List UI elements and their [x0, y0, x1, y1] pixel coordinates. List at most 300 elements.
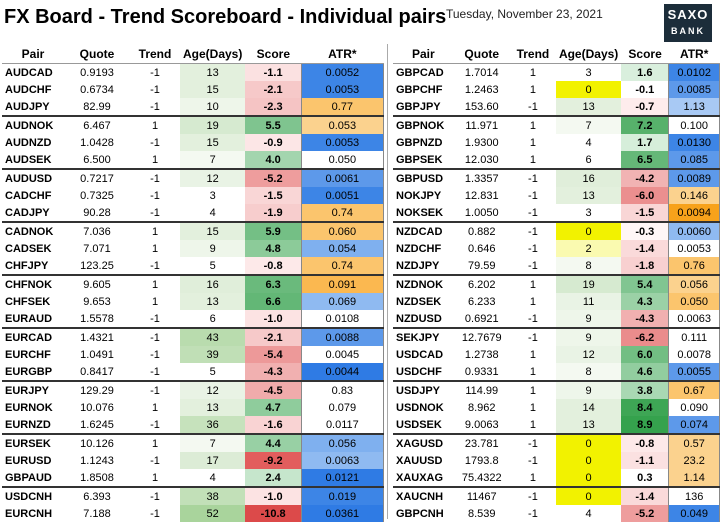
pair-cell: GBPJPY [393, 98, 454, 116]
score-cell: 4.8 [245, 240, 301, 257]
pair-cell: CADSEK [2, 240, 64, 257]
age-cell: 16 [180, 275, 245, 293]
score-cell: -1.4 [621, 240, 669, 257]
quote-cell: 23.781 [454, 434, 510, 452]
table-row [2, 187, 383, 204]
atr-cell: 0.0078 [669, 346, 720, 363]
table-row [2, 240, 383, 257]
left-scoreboard-table [2, 44, 384, 522]
pair-cell: EURUSD [2, 452, 64, 469]
score-cell: -0.8 [621, 434, 669, 452]
trend-cell: -1 [510, 204, 556, 222]
atr-cell: 0.0060 [669, 222, 720, 240]
col-header-quote: Quote [64, 44, 130, 64]
pair-cell: AUDNZD [2, 134, 64, 151]
quote-cell: 129.29 [64, 381, 130, 399]
age-cell: 3 [556, 204, 621, 222]
quote-cell: 1793.8 [454, 452, 510, 469]
pair-cell: GBPNZD [393, 134, 454, 151]
atr-cell: 0.76 [669, 257, 720, 275]
score-cell: -0.3 [621, 222, 669, 240]
pair-cell: USDJPY [393, 381, 454, 399]
pair-cell: AUDSEK [2, 151, 64, 169]
pair-cell: NOKSEK [393, 204, 454, 222]
trend-cell: 1 [130, 275, 180, 293]
pair-cell: USDCNH [2, 487, 64, 505]
atr-cell: 0.0121 [301, 469, 383, 487]
score-cell: 5.4 [621, 275, 669, 293]
pair-cell: CHFSEK [2, 293, 64, 310]
trend-cell: -1 [510, 222, 556, 240]
pair-cell: EURAUD [2, 310, 64, 328]
table-row [393, 469, 720, 487]
trend-cell: 1 [510, 346, 556, 363]
trend-cell: -1 [510, 169, 556, 187]
table-row [2, 328, 383, 346]
age-cell: 52 [180, 505, 245, 522]
trend-cell: -1 [130, 204, 180, 222]
age-cell: 9 [556, 310, 621, 328]
quote-cell: 1.9300 [454, 134, 510, 151]
table-row [393, 222, 720, 240]
age-cell: 7 [180, 151, 245, 169]
pair-cell: XAUXAG [393, 469, 454, 487]
quote-cell: 114.99 [454, 381, 510, 399]
trend-cell: 1 [130, 151, 180, 169]
table-row [393, 257, 720, 275]
trend-cell: -1 [130, 134, 180, 151]
atr-cell: 0.090 [669, 399, 720, 416]
table-row [393, 134, 720, 151]
score-cell: -1.4 [621, 487, 669, 505]
pair-cell: CADNOK [2, 222, 64, 240]
table-row [2, 98, 383, 116]
quote-cell: 6.233 [454, 293, 510, 310]
quote-cell: 7.036 [64, 222, 130, 240]
score-cell: -2.1 [245, 328, 301, 346]
quote-cell: 7.071 [64, 240, 130, 257]
table-row [2, 222, 383, 240]
header [0, 0, 720, 44]
atr-cell: 0.079 [301, 399, 383, 416]
quote-cell: 1.0050 [454, 204, 510, 222]
pair-cell: AUDJPY [2, 98, 64, 116]
atr-cell: 0.0051 [301, 187, 383, 204]
table-row [393, 151, 720, 169]
trend-cell: 1 [510, 469, 556, 487]
quote-cell: 0.7217 [64, 169, 130, 187]
table-row [2, 204, 383, 222]
score-cell: 8.4 [621, 399, 669, 416]
age-cell: 10 [180, 98, 245, 116]
atr-cell: 0.111 [669, 328, 720, 346]
table-row [393, 240, 720, 257]
table-header-row [393, 44, 720, 64]
trend-cell: -1 [510, 310, 556, 328]
trend-cell: 1 [130, 399, 180, 416]
quote-cell: 1.1243 [64, 452, 130, 469]
age-cell: 2 [556, 240, 621, 257]
trend-cell: 1 [510, 116, 556, 134]
table-row [393, 275, 720, 293]
quote-cell: 1.7014 [454, 64, 510, 82]
table-row [2, 64, 383, 82]
atr-cell: 0.050 [301, 151, 383, 169]
quote-cell: 0.882 [454, 222, 510, 240]
trend-cell: -1 [510, 487, 556, 505]
score-cell: 6.5 [621, 151, 669, 169]
table-row [2, 116, 383, 134]
table-row [393, 399, 720, 416]
quote-cell: 0.9331 [454, 363, 510, 381]
table-row [393, 187, 720, 204]
trend-cell: 1 [130, 240, 180, 257]
pair-cell: EURJPY [2, 381, 64, 399]
score-cell: -1.5 [621, 204, 669, 222]
table-row [393, 328, 720, 346]
score-cell: -0.7 [621, 98, 669, 116]
pair-cell: GBPAUD [2, 469, 64, 487]
trend-cell: 1 [130, 293, 180, 310]
table-divider [387, 44, 388, 519]
table-row [2, 275, 383, 293]
trend-cell: -1 [130, 169, 180, 187]
score-cell: -0.8 [245, 257, 301, 275]
quote-cell: 12.030 [454, 151, 510, 169]
table-row [2, 469, 383, 487]
pair-cell: NOKJPY [393, 187, 454, 204]
atr-cell: 0.0088 [301, 328, 383, 346]
table-row [393, 381, 720, 399]
trend-cell: -1 [130, 487, 180, 505]
atr-cell: 0.83 [301, 381, 383, 399]
age-cell: 13 [180, 64, 245, 82]
atr-cell: 0.0102 [669, 64, 720, 82]
atr-cell: 0.0055 [669, 363, 720, 381]
trend-cell: -1 [130, 363, 180, 381]
age-cell: 3 [180, 187, 245, 204]
pair-cell: USDSEK [393, 416, 454, 434]
quote-cell: 75.4322 [454, 469, 510, 487]
trend-cell: -1 [130, 381, 180, 399]
pair-cell: XAUUSD [393, 452, 454, 469]
pair-cell: NZDUSD [393, 310, 454, 328]
quote-cell: 7.188 [64, 505, 130, 522]
age-cell: 5 [180, 257, 245, 275]
quote-cell: 6.500 [64, 151, 130, 169]
age-cell: 19 [556, 275, 621, 293]
age-cell: 12 [556, 346, 621, 363]
trend-cell: -1 [130, 187, 180, 204]
atr-cell: 0.0089 [669, 169, 720, 187]
atr-cell: 0.0085 [669, 81, 720, 98]
score-cell: 4.3 [621, 293, 669, 310]
pair-cell: NZDCHF [393, 240, 454, 257]
quote-cell: 1.8508 [64, 469, 130, 487]
score-cell: 3.8 [621, 381, 669, 399]
pair-cell: CADCHF [2, 187, 64, 204]
atr-cell: 0.57 [669, 434, 720, 452]
score-cell: -4.2 [621, 169, 669, 187]
trend-cell: -1 [130, 257, 180, 275]
atr-cell: 0.056 [301, 434, 383, 452]
atr-cell: 0.054 [301, 240, 383, 257]
atr-cell: 0.0045 [301, 346, 383, 363]
col-header-atr: ATR* [669, 44, 720, 64]
pair-cell: USDCHF [393, 363, 454, 381]
quote-cell: 0.6734 [64, 81, 130, 98]
age-cell: 0 [556, 81, 621, 98]
atr-cell: 0.0052 [301, 64, 383, 82]
age-cell: 7 [180, 434, 245, 452]
age-cell: 19 [180, 116, 245, 134]
pair-cell: EURSEK [2, 434, 64, 452]
pair-cell: NZDNOK [393, 275, 454, 293]
table-row [2, 452, 383, 469]
pair-cell: CHFJPY [2, 257, 64, 275]
pair-cell: NZDCAD [393, 222, 454, 240]
page-title: FX Board - Trend Scoreboard - Individual pairs [4, 6, 446, 29]
score-cell: 6.0 [621, 346, 669, 363]
atr-cell: 0.146 [669, 187, 720, 204]
pair-cell: CHFNOK [2, 275, 64, 293]
score-cell: -1.0 [245, 310, 301, 328]
logo-line-2: BANK [664, 25, 712, 37]
quote-cell: 9.605 [64, 275, 130, 293]
age-cell: 14 [556, 399, 621, 416]
quote-cell: 1.2463 [454, 81, 510, 98]
col-header-score: Score [621, 44, 669, 64]
age-cell: 12 [180, 169, 245, 187]
score-cell: -4.3 [621, 310, 669, 328]
atr-cell: 0.019 [301, 487, 383, 505]
table-row [2, 487, 383, 505]
atr-cell: 1.14 [669, 469, 720, 487]
atr-cell: 0.74 [301, 257, 383, 275]
quote-cell: 9.0063 [454, 416, 510, 434]
table-row [2, 293, 383, 310]
score-cell: -1.1 [621, 452, 669, 469]
table-row [2, 505, 383, 522]
age-cell: 0 [556, 452, 621, 469]
age-cell: 3 [556, 64, 621, 82]
age-cell: 9 [180, 240, 245, 257]
pair-cell: GBPUSD [393, 169, 454, 187]
quote-cell: 1.6245 [64, 416, 130, 434]
atr-cell: 0.0044 [301, 363, 383, 381]
table-row [393, 363, 720, 381]
age-cell: 6 [556, 151, 621, 169]
pair-cell: USDNOK [393, 399, 454, 416]
col-header-pair: Pair [2, 44, 64, 64]
trend-cell: -1 [130, 505, 180, 522]
table-row [393, 434, 720, 452]
quote-cell: 0.646 [454, 240, 510, 257]
col-header-score: Score [245, 44, 301, 64]
age-cell: 8 [556, 363, 621, 381]
quote-cell: 10.076 [64, 399, 130, 416]
trend-cell: 1 [510, 363, 556, 381]
pair-cell: EURCAD [2, 328, 64, 346]
trend-cell: -1 [510, 434, 556, 452]
pair-cell: EURNOK [2, 399, 64, 416]
table-row [2, 381, 383, 399]
age-cell: 15 [180, 134, 245, 151]
age-cell: 0 [556, 469, 621, 487]
pair-cell: GBPCAD [393, 64, 454, 82]
age-cell: 43 [180, 328, 245, 346]
pair-cell: EURNZD [2, 416, 64, 434]
quote-cell: 0.8417 [64, 363, 130, 381]
quote-cell: 0.6921 [454, 310, 510, 328]
pair-cell: AUDUSD [2, 169, 64, 187]
score-cell: -1.0 [245, 487, 301, 505]
trend-cell: 1 [510, 64, 556, 82]
age-cell: 12 [180, 381, 245, 399]
atr-cell: 0.77 [301, 98, 383, 116]
age-cell: 4 [556, 134, 621, 151]
table-row [2, 257, 383, 275]
quote-cell: 12.831 [454, 187, 510, 204]
age-cell: 4 [180, 469, 245, 487]
table-row [2, 169, 383, 187]
col-header-atr: ATR* [301, 44, 383, 64]
atr-cell: 0.0053 [669, 240, 720, 257]
pair-cell: NZDSEK [393, 293, 454, 310]
table-row [2, 151, 383, 169]
quote-cell: 153.60 [454, 98, 510, 116]
table-row [2, 434, 383, 452]
age-cell: 0 [556, 434, 621, 452]
score-cell: -0.1 [621, 81, 669, 98]
trend-cell: 1 [130, 116, 180, 134]
trend-cell: -1 [130, 64, 180, 82]
score-cell: 5.5 [245, 116, 301, 134]
atr-cell: 136 [669, 487, 720, 505]
score-cell: -1.9 [245, 204, 301, 222]
score-cell: -5.2 [245, 169, 301, 187]
score-cell: -10.8 [245, 505, 301, 522]
score-cell: 6.3 [245, 275, 301, 293]
table-row [393, 98, 720, 116]
quote-cell: 12.7679 [454, 328, 510, 346]
atr-cell: 0.085 [669, 151, 720, 169]
age-cell: 4 [180, 204, 245, 222]
age-cell: 13 [556, 98, 621, 116]
quote-cell: 79.59 [454, 257, 510, 275]
quote-cell: 6.393 [64, 487, 130, 505]
quote-cell: 82.99 [64, 98, 130, 116]
pair-cell: GBPCNH [393, 505, 454, 522]
trend-cell: 1 [130, 469, 180, 487]
trend-cell: -1 [130, 346, 180, 363]
quote-cell: 1.0428 [64, 134, 130, 151]
table-row [2, 81, 383, 98]
trend-cell: 1 [510, 134, 556, 151]
atr-cell: 0.074 [669, 416, 720, 434]
quote-cell: 1.4321 [64, 328, 130, 346]
age-cell: 5 [180, 363, 245, 381]
quote-cell: 0.7325 [64, 187, 130, 204]
trend-cell: -1 [510, 240, 556, 257]
table-row [393, 204, 720, 222]
table-row [2, 134, 383, 151]
trend-cell: -1 [130, 98, 180, 116]
table-row [2, 399, 383, 416]
table-row [393, 505, 720, 522]
atr-cell: 0.091 [301, 275, 383, 293]
score-cell: -9.2 [245, 452, 301, 469]
score-cell: 6.6 [245, 293, 301, 310]
atr-cell: 0.0117 [301, 416, 383, 434]
score-cell: 7.2 [621, 116, 669, 134]
score-cell: -2.3 [245, 98, 301, 116]
trend-cell: 1 [510, 81, 556, 98]
score-cell: 8.9 [621, 416, 669, 434]
score-cell: 4.0 [245, 151, 301, 169]
trend-cell: 1 [510, 399, 556, 416]
table-row [393, 346, 720, 363]
table-row [393, 116, 720, 134]
quote-cell: 1.5578 [64, 310, 130, 328]
trend-cell: -1 [510, 257, 556, 275]
age-cell: 15 [180, 81, 245, 98]
pair-cell: EURGBP [2, 363, 64, 381]
pair-cell: USDCAD [393, 346, 454, 363]
quote-cell: 1.0491 [64, 346, 130, 363]
trend-cell: -1 [510, 328, 556, 346]
score-cell: -4.3 [245, 363, 301, 381]
age-cell: 0 [556, 487, 621, 505]
atr-cell: 0.056 [669, 275, 720, 293]
trend-cell: -1 [510, 452, 556, 469]
atr-cell: 0.0094 [669, 204, 720, 222]
pair-cell: CADJPY [2, 204, 64, 222]
trend-cell: 1 [510, 151, 556, 169]
age-cell: 38 [180, 487, 245, 505]
score-cell: -6.0 [621, 187, 669, 204]
score-cell: 1.7 [621, 134, 669, 151]
atr-cell: 0.100 [669, 116, 720, 134]
age-cell: 17 [180, 452, 245, 469]
pair-cell: EURCHF [2, 346, 64, 363]
pair-cell: NZDJPY [393, 257, 454, 275]
quote-cell: 10.126 [64, 434, 130, 452]
pair-cell: GBPCHF [393, 81, 454, 98]
score-cell: -4.5 [245, 381, 301, 399]
age-cell: 8 [556, 257, 621, 275]
table-row [393, 293, 720, 310]
atr-cell: 0.0063 [669, 310, 720, 328]
age-cell: 13 [556, 416, 621, 434]
table-row [393, 487, 720, 505]
col-header-age: Age(Days) [556, 44, 621, 64]
table-row [393, 64, 720, 82]
pair-cell: AUDCHF [2, 81, 64, 98]
age-cell: 13 [180, 293, 245, 310]
atr-cell: 0.0061 [301, 169, 383, 187]
score-cell: -1.5 [245, 187, 301, 204]
trend-cell: -1 [510, 187, 556, 204]
pair-cell: AUDNOK [2, 116, 64, 134]
table-header-row [2, 44, 383, 64]
quote-cell: 8.539 [454, 505, 510, 522]
quote-cell: 123.25 [64, 257, 130, 275]
logo-line-1: SAXO [664, 4, 712, 22]
score-cell: 5.9 [245, 222, 301, 240]
pair-cell: XAUCNH [393, 487, 454, 505]
score-cell: -5.2 [621, 505, 669, 522]
